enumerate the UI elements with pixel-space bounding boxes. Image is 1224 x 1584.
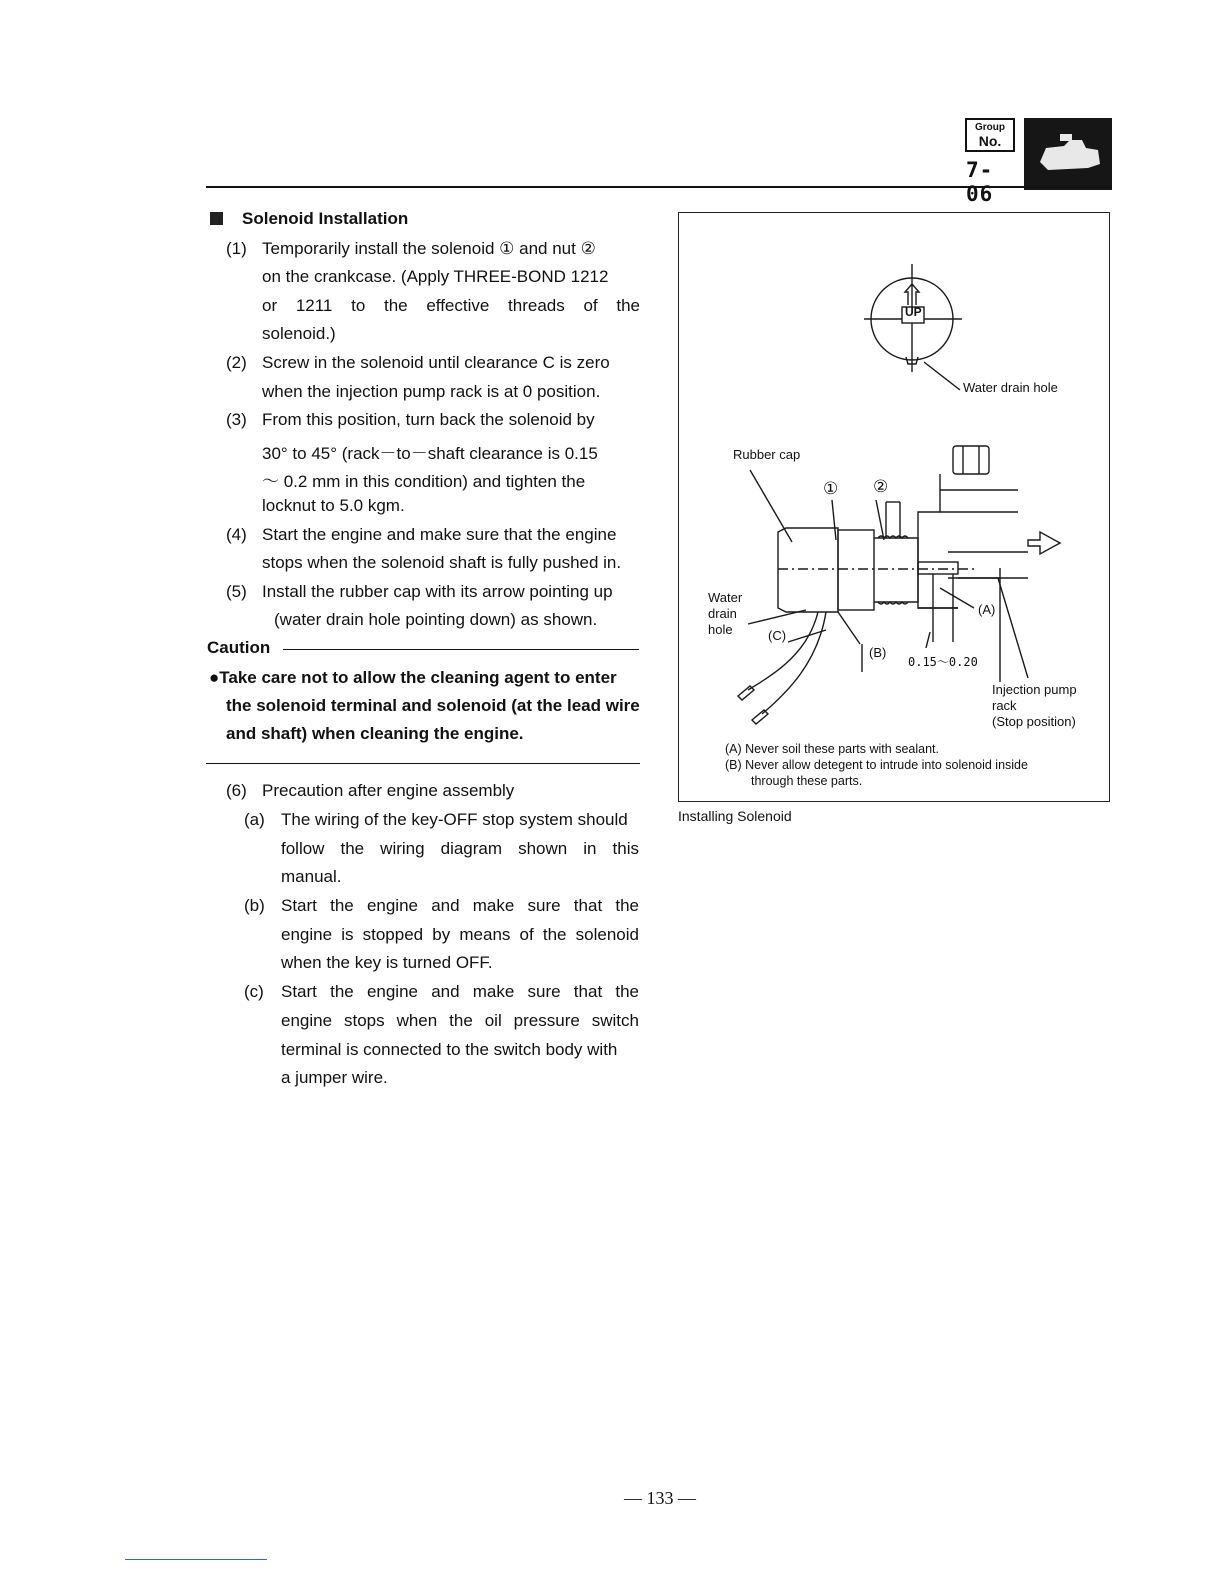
item-text: The wiring of the key-OFF stop system should [281,810,628,829]
fig-note-a: (A) Never soil these parts with sealant. [725,742,939,756]
caution-end-rule [206,763,640,764]
step-text: when the injection pump rack is at 0 position. [262,382,601,401]
caution-text: and shaft) when cleaning the engine. [226,724,524,743]
bottom-link-line [125,1559,267,1560]
item-text: engine is stopped by means of the solenoid [281,925,639,944]
fig-note-b: (B) Never allow detegent to intrude into solenoid inside [725,758,1028,772]
fig-water-drain-hole-side: Water drain hole [708,590,743,637]
step-text: Install the rubber cap with its arrow pointing up [262,582,613,601]
engine-thumbnail [1024,118,1112,190]
section-title: Solenoid Installation [210,209,408,229]
fig-water-drain-hole-top: Water drain hole [963,380,1058,395]
fig-clearance: 0.15～0.20 [908,655,978,669]
item-text: follow the wiring diagram shown in this [281,839,639,858]
step-number: (1) [226,239,247,258]
item-text: Start the engine and make sure that the [281,896,639,915]
step-text: Screw in the solenoid until clearance C is zero [262,353,610,372]
group-number: 7-06 [966,158,994,206]
step-text: locknut to 5.0 kgm. [262,496,405,515]
item-text: when the key is turned OFF. [281,953,493,972]
step-text: 30° to 45° (rack－to－shaft clearance is 0.15 [262,444,598,463]
figure-caption: Installing Solenoid [678,808,792,824]
group-no-label: No. [978,133,1002,149]
step-text: (water drain hole pointing down) as shown. [274,610,598,629]
step-number: (6) [226,781,247,800]
engine-icon [1024,118,1112,190]
fig-up-label: UP [905,305,922,319]
step-number: (2) [226,353,247,372]
page-number: — 133 — [624,1488,696,1508]
item-letter: (b) [244,896,265,915]
caution-rule [283,649,639,650]
group-number-box [965,118,1015,152]
step-text: Start the engine and make sure that the engine [262,525,617,544]
step-text: From this position, turn back the solenoid by [262,410,595,429]
caution-text: ●Take care not to allow the cleaning agent to enter [209,668,617,687]
group-label: Group [975,122,1005,133]
precaution-title: Precaution after engine assembly [262,781,515,800]
step-text: Temporarily install the solenoid ① and nut ② [262,239,596,258]
fig-label-b: (B) [869,645,887,660]
step-number: (4) [226,525,247,544]
fig-note-b-cont: through these parts. [751,774,863,788]
item-text: a jumper wire. [281,1068,388,1087]
caution-text: the solenoid terminal and solenoid (at the lead wire [226,696,640,715]
item-text: Start the engine and make sure that the [281,982,639,1001]
step-text: stops when the solenoid shaft is fully pushed in. [262,553,622,572]
header-rule [206,186,1112,188]
step-text: solenoid.) [262,324,336,343]
caution-label: Caution [207,638,271,657]
fig-rubber-cap: Rubber cap [733,447,801,462]
item-letter: (a) [244,810,265,829]
fig-mark-1: ① [823,479,839,498]
step-text: ～ 0.2 mm in this condition) and tighten the [262,472,586,491]
fig-label-a: (A) [978,602,996,617]
step-number: (3) [226,410,247,429]
item-letter: (c) [244,982,264,1001]
item-text: engine stops when the oil pressure switch [281,1011,639,1030]
item-text: terminal is connected to the switch body with [281,1040,618,1059]
item-text: manual. [281,867,342,886]
fig-injection-pump: Injection pump rack (Stop position) [992,682,1077,729]
step-text: on the crankcase. (Apply THREE-BOND 1212 [262,267,609,286]
fig-mark-2: ② [873,477,889,496]
step-number: (5) [226,582,247,601]
fig-label-c: (C) [768,628,787,643]
square-bullet-icon [210,212,223,225]
step-text: or 1211 to the effective threads of the [262,296,640,315]
